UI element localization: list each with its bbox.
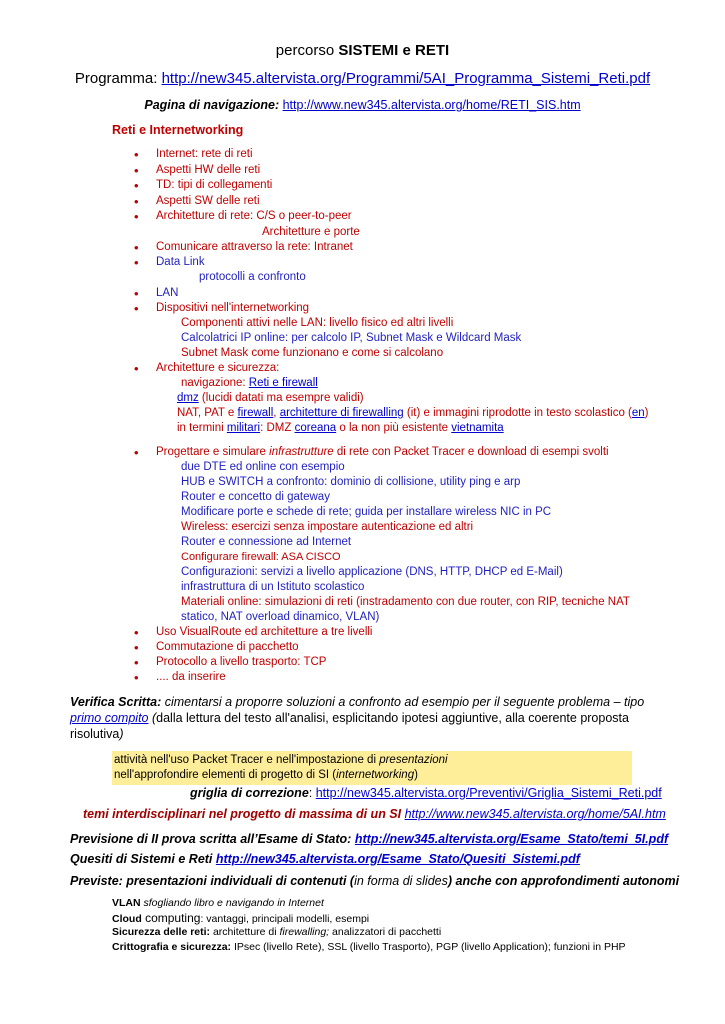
topic-cloud <box>112 911 369 925</box>
temi-link[interactable]: http://www.new345.altervista.org/home/5AI.htm <box>404 807 666 821</box>
list-subitem: Subnet Mask come funzionano e come si calcolano <box>181 347 444 359</box>
vietnamita-link[interactable]: vietnamita <box>451 422 504 434</box>
list-subitem <box>181 377 318 389</box>
list-subitem: HUB e SWITCH a confronto: dominio di collisione, utility ping e arp <box>181 476 521 488</box>
nav-line <box>0 98 725 112</box>
document-title <box>0 42 725 59</box>
hl-l2-end: ) <box>414 769 418 781</box>
quesiti-line <box>70 852 580 866</box>
list-item: • Uso VisualRoute ed architetture a tre livelli <box>156 626 372 638</box>
pt-pre: Progettare e simulare <box>156 446 270 458</box>
dmz-link[interactable]: dmz <box>177 392 199 404</box>
firewall-link[interactable]: firewall <box>237 407 274 419</box>
list-item: • .... da inserire <box>156 671 226 683</box>
topic-cloud-bold: Cloud <box>112 913 142 925</box>
list-item: • Architetture e sicurezza: <box>156 362 279 374</box>
coreana-link[interactable]: coreana <box>294 422 337 434</box>
topic-sic-rest2: analizzatori di pacchetti <box>329 926 442 938</box>
topic-vlan <box>112 897 324 909</box>
list-item: • Aspetti HW delle reti <box>156 164 260 176</box>
nat-pre: NAT, PAT e <box>177 407 238 419</box>
list-item: • Dispositivi nell'internetworking <box>156 302 309 314</box>
pt-post: di rete con Packet Tracer e download di esempi svolti <box>333 446 609 458</box>
previste-post: ) anche con approfondimenti autonomi <box>447 874 680 888</box>
mil-mid: : DMZ <box>260 422 295 434</box>
list-subitem: Configurare firewall: ASA CISCO <box>181 551 341 563</box>
list-subitem: Wireless: esercizi senza impostare autenticazione ed altri <box>181 521 474 533</box>
hl-l2-it: internetworking <box>336 769 415 781</box>
previsione-link[interactable]: http://new345.altervista.org/Esame_Stato/temi_5I.pdf <box>354 832 669 846</box>
topic-vlan-bold: VLAN <box>112 897 141 909</box>
griglia-label: griglia di correzione <box>190 786 309 800</box>
topic-sic-bold: Sicurezza delle reti: <box>112 926 211 938</box>
title-prefix: percorso <box>275 42 339 59</box>
topic-cloud-rest: computing <box>141 911 201 925</box>
verifica-paren: ( <box>148 711 157 725</box>
griglia-line <box>190 786 662 800</box>
list-subitem: Materiali online: simulazioni di reti (instradamento con due router, con RIP, tecniche NAT <box>181 596 630 608</box>
programma-line <box>0 70 725 87</box>
list-subitem: due DTE ed online con esempio <box>181 461 345 473</box>
list-item: • Commutazione di pacchetto <box>156 641 299 653</box>
nat-end: ) <box>644 407 649 419</box>
list-subitem: Configurazioni: servizi a livello applicazione (DNS, HTTP, DHCP ed E-Mail) <box>181 566 563 578</box>
griglia-link[interactable]: http://new345.altervista.org/Preventivi/Griglia_Sistemi_Reti.pdf <box>315 786 662 800</box>
list-subitem: Calcolatrici IP online: per calcolo IP, Subnet Mask e Wildcard Mask <box>181 332 522 344</box>
programma-link[interactable]: http://new345.altervista.org/Programmi/5AI_Programma_Sistemi_Reti.pdf <box>161 70 651 87</box>
list-subitem <box>177 407 649 419</box>
list-item: • Internet: rete di reti <box>156 148 253 160</box>
list-item: • Protocollo a livello trasporto: TCP <box>156 656 326 668</box>
list-item <box>156 446 609 458</box>
militari-link[interactable]: militari <box>226 422 261 434</box>
list-item: • LAN <box>156 287 178 299</box>
list-item: • Architetture di rete: C/S o peer-to-peer <box>156 210 352 222</box>
quesiti-link[interactable]: http://new345.altervista.org/Esame_Stato/Quesiti_Sistemi.pdf <box>215 852 580 866</box>
previste-line <box>70 874 679 888</box>
topic-cri-bold: Crittografia e sicurezza: <box>112 941 232 953</box>
list-subitem: protocolli a confronto <box>199 271 306 283</box>
topic-sic-rest: architetture di <box>210 926 280 938</box>
mil-pre: in termini <box>177 422 227 434</box>
list-subitem: Modificare porte e schede di rete; guida per installare wireless NIC in PC <box>181 506 552 518</box>
list-item: • Comunicare attraverso la rete: Intranet <box>156 241 353 253</box>
list-subitem: Architetture e porte <box>262 226 360 238</box>
nat-mid: (it) e immagini riprodotte in testo scolastico ( <box>403 407 632 419</box>
highlight-box <box>112 751 632 785</box>
list-item: • Aspetti SW delle reti <box>156 195 260 207</box>
list-subitem: infrastruttura di un Istituto scolastico <box>181 581 365 593</box>
list-item: • TD: tipi di collegamenti <box>156 179 272 191</box>
nav-label: Pagina di navigazione: <box>144 98 280 112</box>
nav-link[interactable]: http://www.new345.altervista.org/home/RETI_SIS.htm <box>282 98 581 112</box>
list-subitem <box>177 422 504 434</box>
verifica-text: cimentarsi a proporre soluzioni a confronto ad esempio per il seguente problema – tipo <box>161 695 645 709</box>
list-subitem <box>177 392 364 404</box>
topic-cloud-rest2: : vantaggi, principali modelli, esempi <box>200 913 370 925</box>
list-item: • Data Link <box>156 256 205 268</box>
previsione-label: Previsione di II prova scritta all’Esame di Stato: <box>70 832 355 846</box>
hl-l1: attività nell'uso Packet Tracer e nell'impostazione di <box>114 754 380 766</box>
hl-l2: nell'approfondire elementi di progetto di SI ( <box>114 769 337 781</box>
dmz-text: (lucidi datati ma esempre validi) <box>198 392 364 404</box>
verifica-text3: dalla lettura del testo all'analisi, esplicitando ipotesi aggiuntive, alla coerente proposta <box>156 711 629 725</box>
list-subitem: statico, NAT overload dinamico, VLAN) <box>181 611 380 623</box>
title-bold: SISTEMI e RETI <box>338 42 450 59</box>
en-link[interactable]: en <box>631 407 645 419</box>
list-subitem: Router e concetto di gateway <box>181 491 330 503</box>
verifica-text4: risolutiva <box>70 727 120 741</box>
previsione-line <box>70 832 668 846</box>
firewalling-link[interactable]: architetture di firewalling <box>279 407 404 419</box>
verifica-text5: ) <box>119 727 124 741</box>
reti-firewall-link[interactable]: Reti e firewall <box>248 377 318 389</box>
section-title: Reti e Internetworking <box>112 123 244 137</box>
quesiti-label: Quesiti di Sistemi e Reti <box>70 852 216 866</box>
verifica-block <box>70 694 670 742</box>
hl-l1-it: presentazioni <box>379 754 448 766</box>
nat-comma: , <box>273 407 280 419</box>
programma-label: Programma: <box>74 70 162 87</box>
list-subitem: Router e connessione ad Internet <box>181 536 352 548</box>
topic-vlan-rest: sfogliando libro e navigando in Internet <box>140 897 324 909</box>
pt-it: infrastrutture <box>269 446 334 458</box>
temi-label: temi interdisciplinari nel progetto di massima di un SI <box>83 807 405 821</box>
previste-it: in forma di slides <box>354 874 448 888</box>
topic-sicurezza <box>112 926 441 938</box>
verifica-label: Verifica Scritta: <box>70 695 162 709</box>
topic-crittografia <box>112 941 626 953</box>
griglia-colon: : <box>308 786 316 800</box>
nav-label-text: navigazione: <box>181 377 249 389</box>
topic-cri-rest: IPsec (livello Rete), SSL (livello Trasporto), PGP (livello Application); funzioni in PHP <box>231 941 626 953</box>
temi-line <box>83 807 666 821</box>
topic-sic-it: firewalling; <box>279 926 330 938</box>
previste-pre: Previste: presentazioni individuali di contenuti ( <box>70 874 355 888</box>
mil-mid2: o la non più esistente <box>336 422 452 434</box>
list-subitem: Componenti attivi nelle LAN: livello fisico ed altri livelli <box>181 317 454 329</box>
primo-compito-link[interactable]: primo compito <box>70 711 149 725</box>
